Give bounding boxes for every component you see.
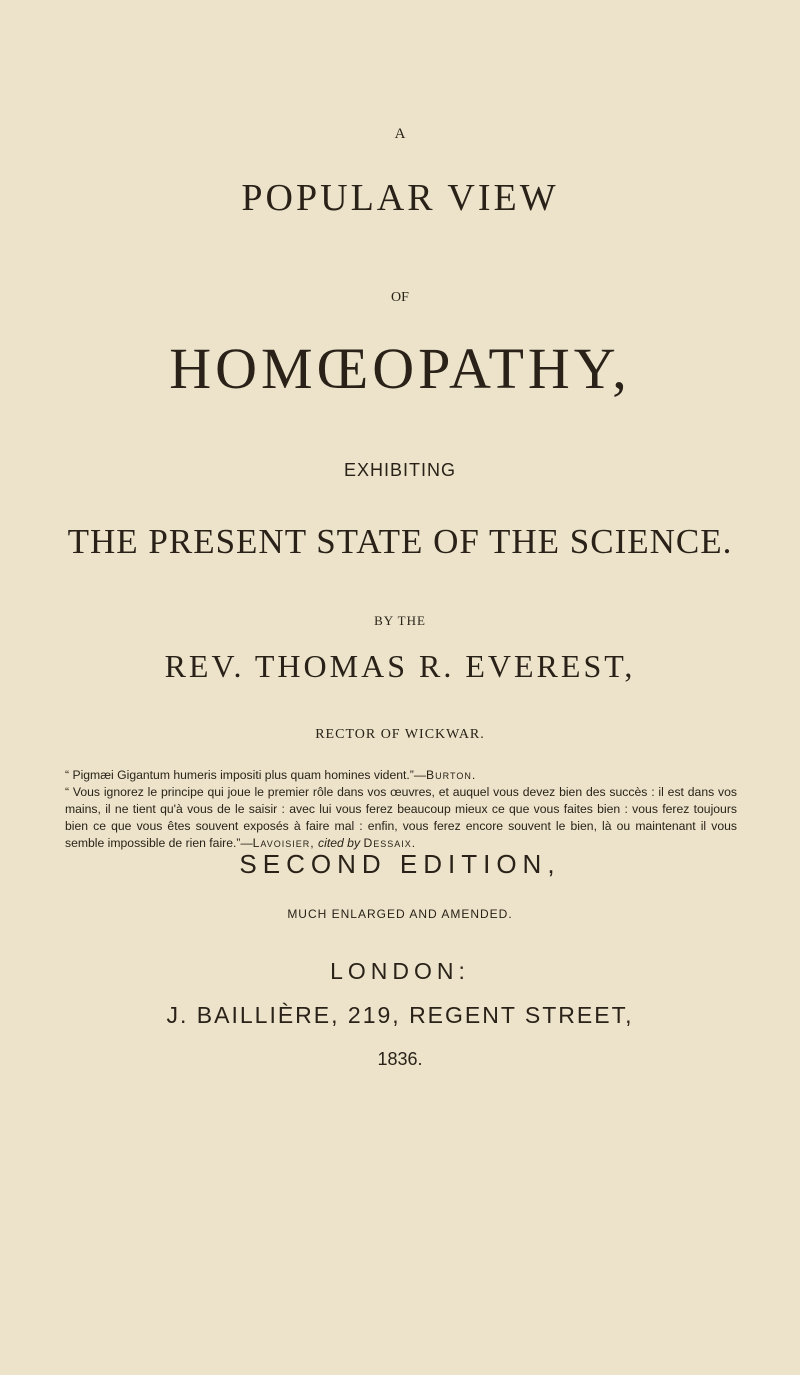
epigraphs — [65, 767, 737, 852]
epigraph-2 — [65, 784, 737, 852]
imprint-city: LONDON: — [330, 958, 470, 984]
epigraph-1-attribution: Burton. — [426, 768, 477, 782]
title-article: A — [394, 126, 406, 142]
title-line-2: HOMŒOPATHY, — [169, 336, 631, 401]
subtitle-exhibiting: EXHIBITING — [343, 460, 456, 480]
imprint-publisher: J. BAILLIÈRE, 219, REGENT STREET, — [166, 1002, 634, 1028]
epigraph-2-source: Dessaix. — [363, 836, 417, 850]
by-the-label: BY THE — [374, 613, 426, 628]
epigraph-1 — [65, 767, 737, 784]
title-line-1: POPULAR VIEW — [241, 177, 559, 219]
epigraph-2-text: “ Vous ignorez le principe qui joue le premier rôle dans vos œuvres, et auquel vous devez bien des succès : il est dans vos mains, il ne tient qu'à vous de le saisir : avec lui vous ferez beaucoup mieux ce que vous faites bien : vous ferez toujours bien ce que vous êtes souvent exposés à faire mal : enfin, vous ferez encore souvent le bien, là ou maintenant il vous semble impossible de rien faire.”— — [65, 785, 737, 850]
subtitle-subject: THE PRESENT STATE OF THE SCIENCE. — [67, 522, 733, 561]
edition-note: MUCH ENLARGED AND AMENDED. — [287, 907, 513, 921]
author-name: REV. THOMAS R. EVEREST, — [164, 648, 636, 684]
epigraph-2-cited: cited by — [318, 836, 361, 850]
imprint-year: 1836. — [377, 1049, 423, 1069]
title-of: OF — [391, 290, 409, 305]
author-role: RECTOR OF WICKWAR. — [315, 727, 485, 742]
epigraph-1-text: “ Pigmæi Gigantum humeris impositi plus quam homines vident.”— — [65, 768, 427, 782]
epigraph-2-attribution: Lavoisier, — [252, 836, 315, 850]
edition: SECOND EDITION, — [239, 849, 561, 879]
